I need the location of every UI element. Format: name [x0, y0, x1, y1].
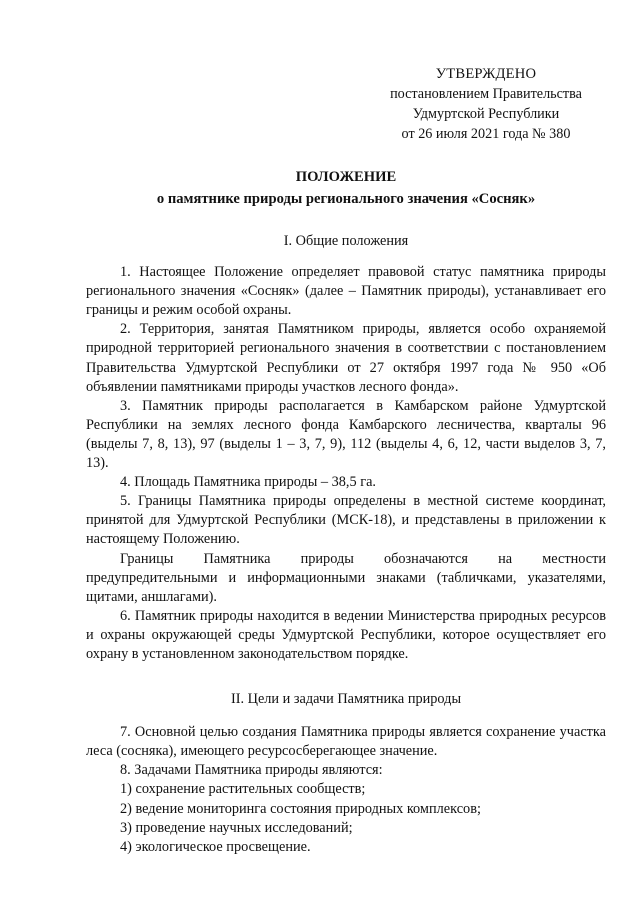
paragraph-2: 2. Территория, занятая Памятником природы, является особо охраняемой природной территорией регионального значения в соответствии с постановлением Правительства Удмуртской Республики от 27 октября 1997 года № 950 «Об объявлении памятниками природы участков лесного фонда».	[86, 321, 606, 395]
paragraph-3: 3. Памятник природы располагается в Камбарском районе Удмуртской Республики на землях лесного фонда Камбарского лесничества, кварталы 96 (выделы 7, 8, 13), 97 (выделы 1 – 3, 7, 9), 112 (выделы 4, 6, 12, части выделов 3, 7, 13).	[86, 397, 606, 472]
document-body	[86, 232, 606, 857]
document-title: ПОЛОЖЕНИЕ	[295, 169, 397, 185]
paragraph-5-continued: Границы Памятника природы обозначаются на местности предупредительными и информационными знаками (табличками, указателями, щитами, аншлагами).	[86, 550, 606, 605]
paragraph-4: 4. Площадь Памятника природы – 38,5 га.	[120, 474, 377, 491]
approval-line-2: Удмуртской Республики	[412, 106, 560, 122]
list-item-1: 1) сохранение растительных сообществ;	[120, 781, 366, 798]
approval-line-3: от 26 июля 2021 года № 380	[401, 126, 571, 142]
document-subtitle: о памятнике природы регионального значения «Сосняк»	[156, 191, 536, 207]
approval-line-1: постановлением Правительства	[390, 86, 582, 102]
section-heading-1: I. Общие положения	[283, 233, 409, 249]
approval-title: УТВЕРЖДЕНО	[435, 66, 537, 82]
approval-stamp	[370, 64, 602, 144]
list-item-2: 2) ведение мониторинга состояния природных комплексов;	[120, 800, 481, 817]
section-heading-2: II. Цели и задачи Памятника природы	[230, 691, 462, 708]
paragraph-6: 6. Памятник природы находится в ведении Министерства природных ресурсов и охраны окружающей среды Удмуртской Республики, которое осуществляет его охрану в установленном законодательством порядке.	[86, 607, 606, 662]
list-item-4: 4) экологическое просвещение.	[120, 838, 311, 855]
document-title-block	[86, 166, 606, 210]
paragraph-5: 5. Границы Памятника природы определены в местной системе координат, принятой для Удмуртской Республики (МСК-18), и представлены в приложении к настоящему Положению.	[86, 493, 606, 548]
list-item-3: 3) проведение научных исследований;	[120, 819, 353, 836]
paragraph-1: 1. Настоящее Положение определяет правовой статус памятника природы регионального значения «Сосняк» (далее – Памятник природы), устанавливает его границы и режим особой охраны.	[86, 264, 606, 319]
paragraph-7: 7. Основной целью создания Памятника природы является сохранение участка леса (сосняка), имеющего ресурсосберегающее значение.	[86, 724, 606, 760]
paragraph-8: 8. Задачами Памятника природы являются:	[120, 762, 383, 779]
